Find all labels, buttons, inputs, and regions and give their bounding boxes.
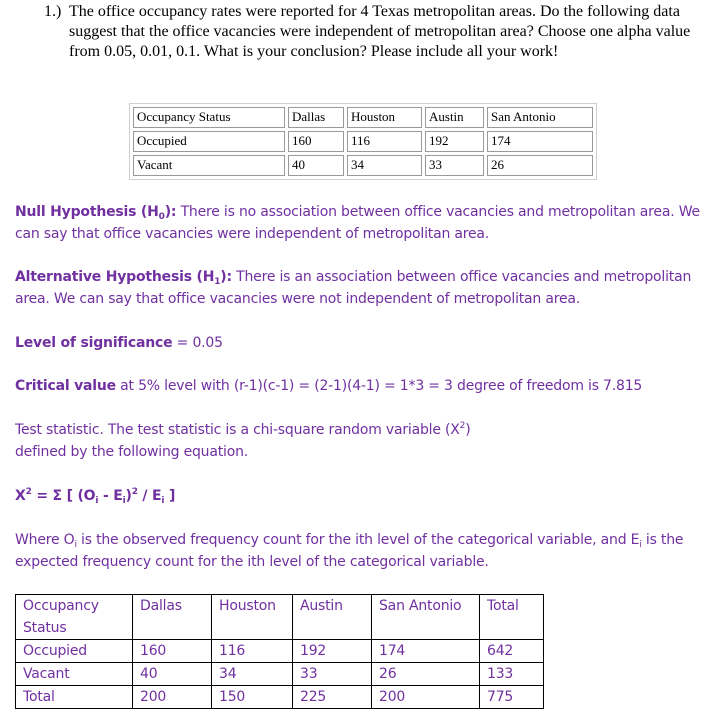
test-statistic-line-2: defined by the following equation. — [15, 444, 248, 460]
table-cell: 160 — [288, 131, 344, 152]
table-header-cell: Houston — [212, 595, 293, 640]
table-row — [16, 663, 544, 686]
occupancy-table — [129, 103, 597, 180]
question-number: 1.) — [44, 3, 62, 20]
table-header-cell: San Antonio — [487, 107, 593, 128]
table-row — [16, 640, 544, 663]
table-header-row — [133, 107, 593, 128]
critical-value-label: Critical value — [15, 378, 116, 394]
critical-value — [15, 375, 720, 397]
table-cell: 116 — [347, 131, 422, 152]
null-hypothesis — [15, 201, 720, 245]
question-block — [44, 2, 720, 62]
alternative-hypothesis-text: There is an association between office vacancies and metropolitan area. We can say that office vacancies were not independent of metropolitan area. — [15, 269, 692, 307]
table-cell: 150 — [212, 686, 293, 709]
table-header-cell: San Antonio — [372, 595, 480, 640]
table-header-cell: Dallas — [288, 107, 344, 128]
table-cell: 775 — [480, 686, 544, 709]
table-cell: 133 — [480, 663, 544, 686]
table-header-cell: Occupancy Status — [133, 107, 285, 128]
table-cell: 26 — [487, 155, 593, 176]
totals-table — [15, 594, 544, 709]
table-cell: Occupied — [16, 640, 133, 663]
alternative-hypothesis-label: Alternative Hypothesis $(H_1)$: — [15, 269, 232, 287]
significance-level — [15, 332, 720, 354]
table-header-cell: Austin — [293, 595, 372, 640]
table-header-cell: Occupancy Status — [16, 595, 133, 640]
significance-value: = 0.05 — [172, 335, 223, 351]
table-header-cell: Austin — [425, 107, 484, 128]
table-header-row — [16, 595, 544, 640]
table-row — [16, 686, 544, 709]
table-header-cell: Total — [480, 595, 544, 640]
table-cell: 192 — [293, 640, 372, 663]
table-header-cell: Dallas — [133, 595, 212, 640]
null-hypothesis-text: There is no association between office vacancies and metropolitan area. We can say that office vacancies were independent of metropolitan area. — [15, 204, 700, 242]
table-cell: Vacant — [16, 663, 133, 686]
table-cell: 200 — [372, 686, 480, 709]
table-cell: 34 — [212, 663, 293, 686]
table-cell: 40 — [288, 155, 344, 176]
table-cell: 33 — [293, 663, 372, 686]
null-hypothesis-label: Null Hypothesis $(H_0)$: — [15, 204, 177, 222]
critical-value-text: at 5% level with (r-1)(c-1) = (2-1)(4-1) = 1*3 = 3 degree of freedom is 7.815 — [115, 378, 643, 394]
table-cell: 200 — [133, 686, 212, 709]
test-statistic-line-1: Test statistic. The test statistic is a chi-square random variable $(X^2)$ — [15, 421, 471, 438]
table-cell: 40 — [133, 663, 212, 686]
table-cell: Total — [16, 686, 133, 709]
formula-explanation: Where $O_i$ is the observed frequency count for the ith level of the categorical variable, and $E_i$ is the expected frequency count for the ith level of the categorical variable. — [15, 532, 684, 570]
table-cell: 33 — [425, 155, 484, 176]
table-cell: 26 — [372, 663, 480, 686]
table-cell: 34 — [347, 155, 422, 176]
table-cell: Occupied — [133, 131, 285, 152]
table-cell: 642 — [480, 640, 544, 663]
table-cell: 116 — [212, 640, 293, 663]
table-cell: 192 — [425, 131, 484, 152]
significance-label: Level of significance — [15, 335, 173, 351]
table-cell: Vacant — [133, 155, 285, 176]
table-row — [133, 155, 593, 176]
chi-square-formula: $X^2 = \Sigma$ [ $(O_i - E_i)^2 / E_i$ ] — [15, 487, 176, 506]
table-cell: 225 — [293, 686, 372, 709]
table-cell: 174 — [372, 640, 480, 663]
table-cell: 174 — [487, 131, 593, 152]
test-statistic — [15, 419, 720, 463]
table-cell: 160 — [133, 640, 212, 663]
question-text: The office occupancy rates were reported for 4 Texas metropolitan areas. Do the following data suggest that the office vacancies were independent of metropolitan area? Choose one alpha value from 0.05, 0.01, 0.1. What is your conclusion? Please include all your work! — [69, 3, 691, 60]
alternative-hypothesis — [15, 266, 720, 310]
table-row — [133, 131, 593, 152]
table-header-cell: Houston — [347, 107, 422, 128]
